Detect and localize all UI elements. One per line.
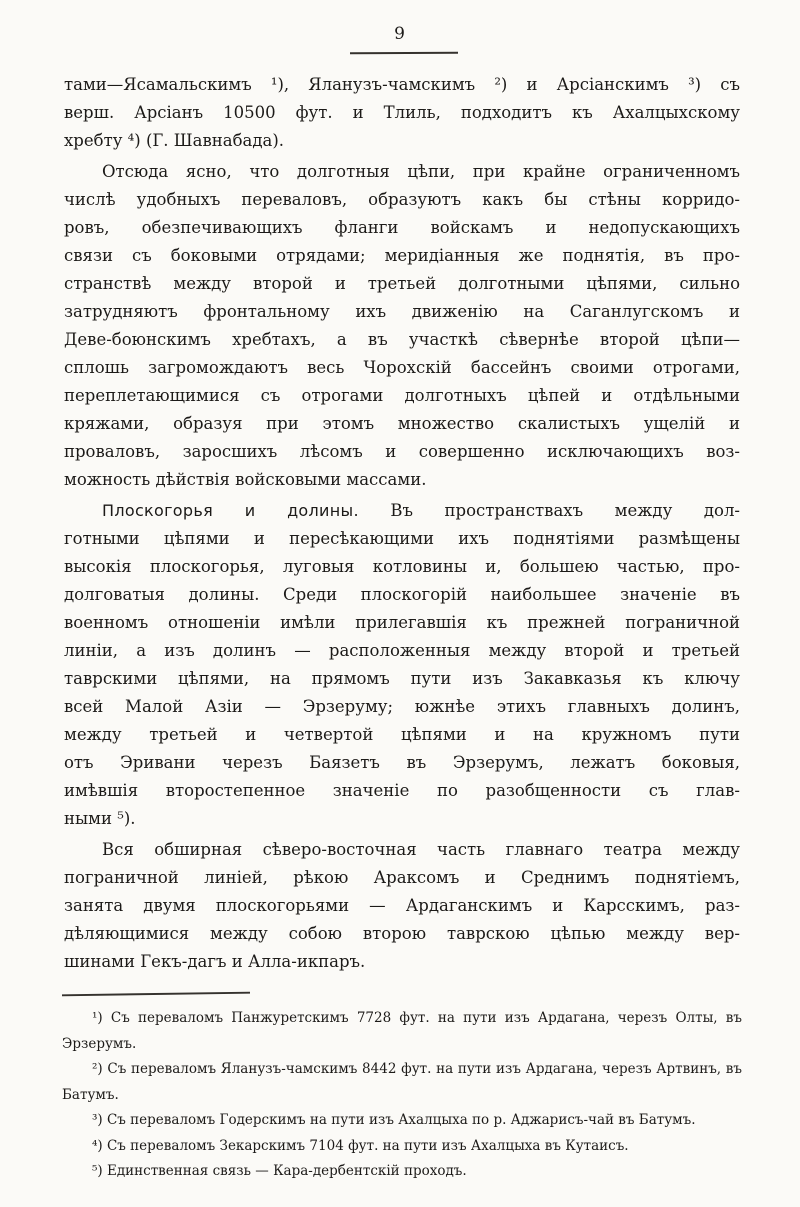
text-line: числѣ удобныхъ переваловъ, образуютъ какъ бы стѣны корридо- bbox=[64, 190, 740, 209]
paragraph-3-first-line bbox=[64, 497, 740, 525]
page-number: 9 bbox=[394, 24, 406, 44]
text-line: тами—Ясамальскимъ ¹), Яланузъ-чамскимъ ²) и Арсіанскимъ ³) съ bbox=[64, 75, 740, 94]
page-header bbox=[0, 0, 800, 54]
paragraph-4 bbox=[64, 836, 740, 976]
text-line: высокія плоскогорья, луговыя котловины и, большею частью, про- bbox=[64, 557, 740, 576]
text-line: кряжами, образуя при этомъ множество скалистыхъ ущелій и bbox=[64, 414, 740, 433]
text-line: линіи, а изъ долинъ — расположенныя между второй и третьей bbox=[64, 641, 740, 660]
footnotes bbox=[62, 1006, 742, 1185]
section-heading: Плоскогорья и долины. bbox=[102, 501, 359, 520]
text-line: ⁴) Съ переваломъ Зекарскимъ 7104 фут. на пути изъ Ахалцыха въ Кутаисъ. bbox=[92, 1137, 629, 1154]
page-number-rule bbox=[350, 52, 458, 55]
footnote-3 bbox=[62, 1108, 742, 1134]
footnote-4 bbox=[62, 1134, 742, 1160]
footnote-separator bbox=[62, 992, 250, 997]
text-line: Деве-боюнскимъ хребтахъ, а въ участкѣ сѣвернѣе второй цѣпи— bbox=[64, 330, 740, 349]
text-line: пограничной линіей, рѣкою Араксомъ и Среднимъ поднятіемъ, bbox=[64, 868, 740, 887]
text-line: Батумъ. bbox=[62, 1086, 119, 1103]
text-line: Вся обширная сѣверо-восточная часть главнаго театра между bbox=[102, 840, 740, 859]
text-line: можность дѣйствія войсковыми массами. bbox=[64, 470, 427, 489]
text-line: между третьей и четвертой цѣпями и на кружномъ пути bbox=[64, 725, 740, 744]
text-line: отъ Эривани черезъ Баязетъ въ Эрзерумъ, лежатъ боковыя, bbox=[64, 753, 740, 772]
body-text bbox=[64, 71, 740, 976]
text-line: хребту ⁴) (Г. Шавнабада). bbox=[64, 131, 285, 150]
text-line: затрудняютъ фронтальному ихъ движенію на Саганлугскомъ и bbox=[64, 302, 740, 321]
text-line: ровъ, обезпечивающихъ фланги войскамъ и недопускающихъ bbox=[64, 218, 740, 237]
footnote-5 bbox=[62, 1159, 742, 1185]
footnote-1 bbox=[62, 1006, 742, 1057]
text-line: верш. Арсіанъ 10500 фут. и Тлиль, подходитъ къ Ахалцыхскому bbox=[64, 103, 740, 122]
text-line: Отсюда ясно, что долготныя цѣпи, при крайне ограниченномъ bbox=[102, 162, 740, 181]
text-line: занята двумя плоскогорьями — Ардаганскимъ и Карсскимъ, раз- bbox=[64, 896, 740, 915]
text-line: дѣляющимися между собою второю таврскою цѣпью между вер- bbox=[64, 924, 740, 943]
paragraph-3-first-line-text: Въ пространствахъ между дол- bbox=[358, 501, 740, 520]
text-line: ³) Съ переваломъ Годерскимъ на пути изъ Ахалцыха по р. Аджарисъ-чай въ Батумъ. bbox=[92, 1112, 696, 1128]
text-line: странствѣ между второй и третьей долготными цѣпями, сильно bbox=[64, 274, 740, 293]
text-line: таврскими цѣпями, на прямомъ пути изъ Закавказья къ ключу bbox=[64, 669, 740, 688]
text-line: шинами Гекъ-дагъ и Алла-икпаръ. bbox=[64, 952, 366, 971]
text-line: ²) Съ переваломъ Яланузъ-чамскимъ 8442 фут. на пути изъ Ардагана, черезъ Артвинъ, въ bbox=[92, 1061, 742, 1077]
text-line: долговатыя долины. Среди плоскогорій наибольшее значеніе въ bbox=[64, 585, 740, 604]
text-line: ⁵) Единственная связь — Кара-дербентскій проходъ. bbox=[92, 1163, 467, 1179]
paragraph-3 bbox=[64, 497, 740, 833]
paragraph-2 bbox=[64, 158, 740, 494]
text-line: переплетающимися съ отрогами долготныхъ цѣпей и отдѣльными bbox=[64, 386, 740, 405]
text-line: готными цѣпями и пересѣкающими ихъ поднятіями размѣщены bbox=[64, 529, 740, 548]
text-line: всей Малой Азіи — Эрзеруму; южнѣе этихъ главныхъ долинъ, bbox=[64, 697, 740, 716]
text-line: Эрзерумъ. bbox=[62, 1035, 137, 1052]
text-line: ными ⁵). bbox=[64, 809, 136, 828]
text-line: военномъ отношеніи имѣли прилегавшія къ прежней пограничной bbox=[64, 613, 740, 632]
text-line: сплошь загромождаютъ весь Чорохскій бассейнъ своими отрогами, bbox=[64, 358, 740, 377]
paragraph-3-rest bbox=[64, 525, 740, 833]
paragraph-1 bbox=[64, 71, 740, 155]
footnote-2 bbox=[62, 1057, 742, 1108]
text-line: проваловъ, заросшихъ лѣсомъ и совершенно исключающихъ воз- bbox=[64, 442, 740, 461]
text-line: ¹) Съ переваломъ Панжуретскимъ 7728 фут. на пути изъ Ардагана, черезъ Олты, въ bbox=[92, 1010, 742, 1026]
text-line: имѣвшія второстепенное значеніе по разобщенности съ глав- bbox=[64, 781, 740, 800]
text-line: связи съ боковыми отрядами; меридіанныя же поднятія, въ про- bbox=[64, 246, 740, 265]
